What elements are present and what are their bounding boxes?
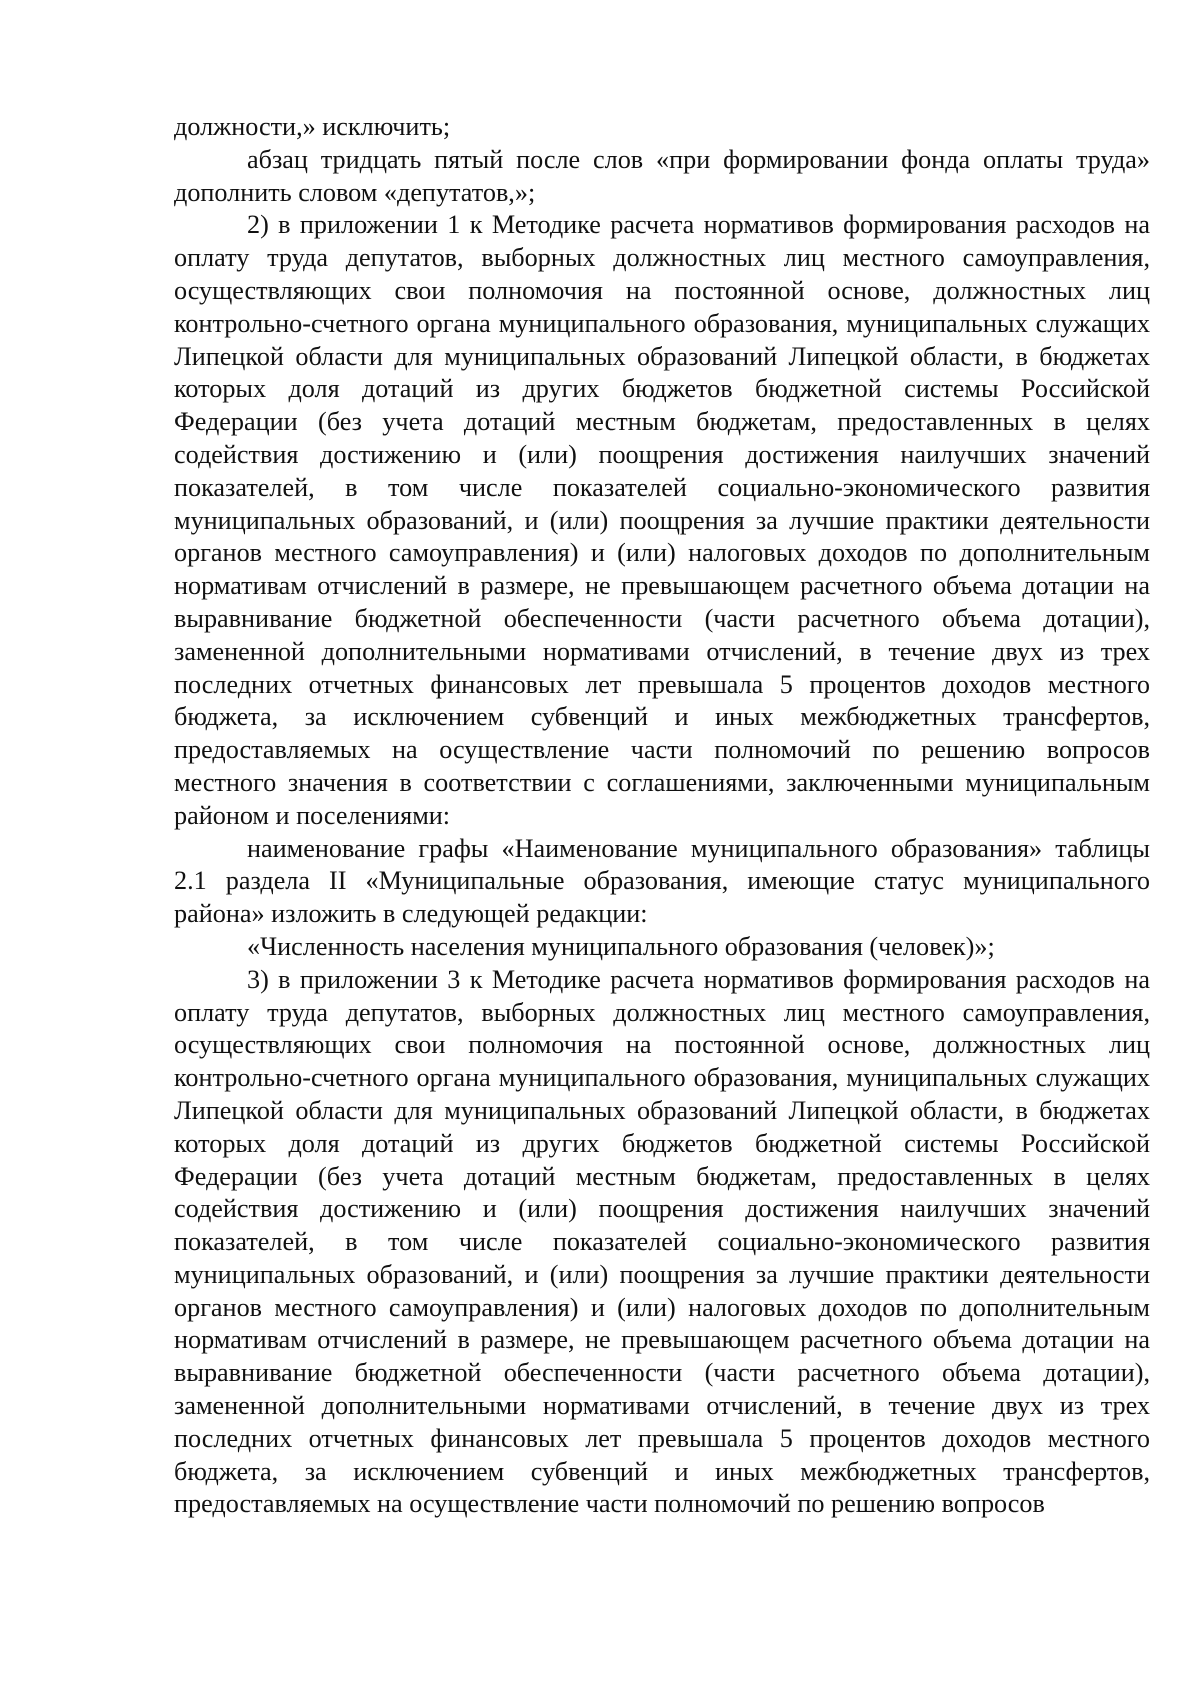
- document-body: [174, 111, 1150, 1521]
- paragraph-new-column-title: «Численность населения муниципального образования (человек)»;: [247, 931, 995, 961]
- paragraph-item-3: 3) в приложении 3 к Методике расчета нормативов формирования расходов на оплату труда депутатов, выборных должностных лиц местного самоуправления, осуществляющих свои полномочия на постоянной основе, должностных лиц контрольно-счетного органа муниципального образования, муниципальных служащих Липецкой области для муниципальных образований Липецкой области, в бюджетах которых доля дотаций из других бюджетов бюджетной системы Российской Федерации (без учета дотаций местным бюджетам, предоставленных в целях содействия достижению и (или) поощрения достижения наилучших значений показателей, в том числе показателей социально-экономического развития муниципальных образований, и (или) поощрения за лучшие практики деятельности органов местного самоуправления) и (или) налоговых доходов по дополнительным нормативам отчислений в размере, не превышающем расчетного объема дотации на выравнивание бюджетной обеспеченности (части расчетного объема дотации), замененной дополнительными нормативами отчислений, в течение двух из трех последних отчетных финансовых лет превышала 5 процентов доходов местного бюджета, за исключением субвенций и иных межбюджетных трансфертов, предоставляемых на осуществление части полномочий по решению вопросов: [174, 964, 1150, 1519]
- paragraph-column-rename: наименование графы «Наименование муниципального образования» таблицы 2.1 раздела II «Муниципальные образования, имеющие статус муниципального района» изложить в следующей редакции:: [174, 833, 1150, 929]
- paragraph-item-2: 2) в приложении 1 к Методике расчета нормативов формирования расходов на оплату труда депутатов, выборных должностных лиц местного самоуправления, осуществляющих свои полномочия на постоянной основе, должностных лиц контрольно-счетного органа муниципального образования, муниципальных служащих Липецкой области для муниципальных образований Липецкой области, в бюджетах которых доля дотаций из других бюджетов бюджетной системы Российской Федерации (без учета дотаций местным бюджетам, предоставленных в целях содействия достижению и (или) поощрения достижения наилучших значений показателей, в том числе показателей социально-экономического развития муниципальных образований, и (или) поощрения за лучшие практики деятельности органов местного самоуправления) и (или) налоговых доходов по дополнительным нормативам отчислений в размере, не превышающем расчетного объема дотации на выравнивание бюджетной обеспеченности (части расчетного объема дотации), замененной дополнительными нормативами отчислений, в течение двух из трех последних отчетных финансовых лет превышала 5 процентов доходов местного бюджета, за исключением субвенций и иных межбюджетных трансфертов, предоставляемых на осуществление части полномочий по решению вопросов местного значения в соответствии с соглашениями, заключенными муниципальным районом и поселениями:: [174, 210, 1150, 830]
- paragraph-abzac-35: абзац тридцать пятый после слов «при формировании фонда оплаты труда» дополнить словом «депутатов,»;: [174, 144, 1150, 207]
- paragraph-continuation: должности,» исключить;: [174, 112, 451, 141]
